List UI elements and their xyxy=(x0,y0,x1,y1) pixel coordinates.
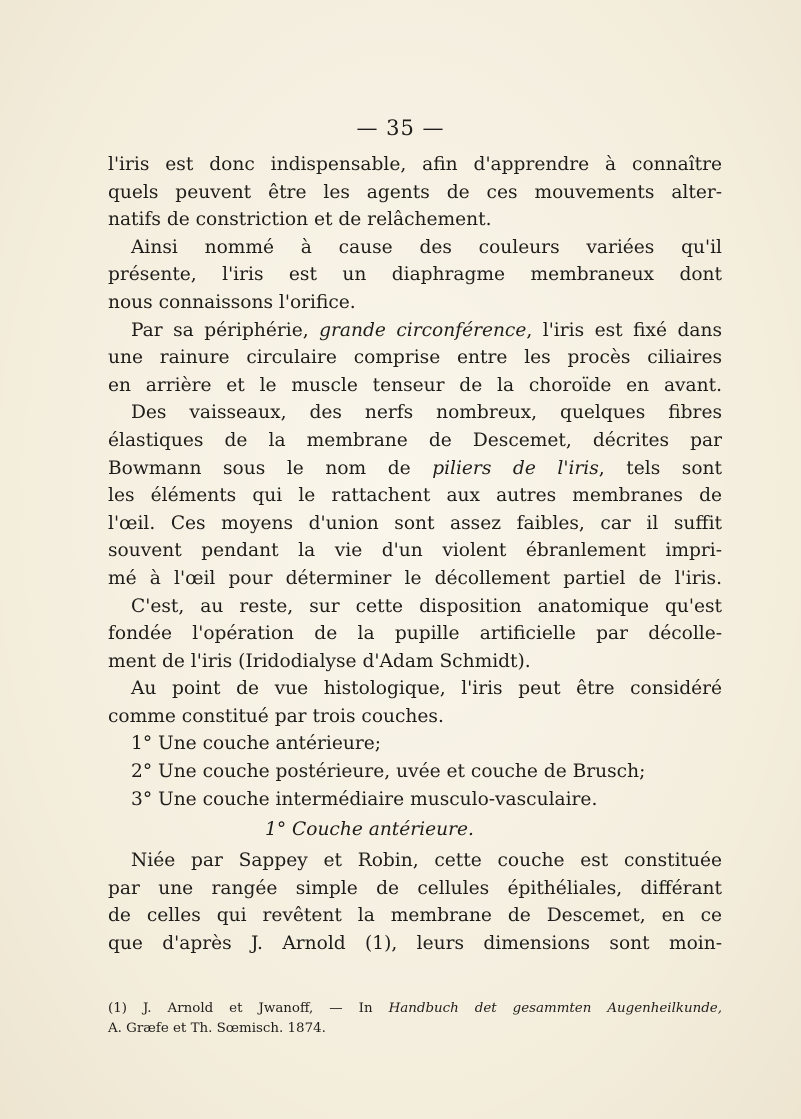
text-line: une rainure circulaire comprise entre les procès ciliaires xyxy=(108,347,722,369)
text-line: présente, l'iris est un diaphragme membraneux dont xyxy=(108,264,722,286)
footnote-title: Handbuch det gesammten Augenheilkunde, xyxy=(388,1001,722,1016)
italic-term: piliers de l'iris xyxy=(432,457,599,479)
text-line: les éléments qui le rattachent aux autres membranes de xyxy=(108,485,722,507)
text-line: l'œil. Ces moyens d'union sont assez faibles, car il suffit xyxy=(108,512,722,534)
text-line: Niée par Sappey et Robin, cette couche est constituée xyxy=(131,850,722,872)
text-line: mé à l'œil pour déterminer le décollement partiel de l'iris. xyxy=(108,567,722,589)
text-run: Par sa périphérie, xyxy=(131,319,320,341)
italic-term: grande circonférence xyxy=(319,319,527,341)
text-line: quels peuvent être les agents de ces mouvements alter- xyxy=(108,181,722,203)
list-item: 1° Une couche antérieure; xyxy=(131,733,381,755)
list-item: 2° Une couche postérieure, uvée et couche de Brusch; xyxy=(131,761,646,783)
text-line: nous connaissons l'orifice. xyxy=(108,291,356,313)
text-line: l'iris est donc indispensable, afin d'apprendre à connaître xyxy=(108,154,722,175)
text-line: Au point de vue histologique, l'iris peut être considéré xyxy=(131,678,722,700)
text-run: , l'iris est fixé dans xyxy=(526,319,722,341)
text-line: élastiques de la membrane de Descemet, décrites par xyxy=(108,429,722,451)
page-number: — 35 — xyxy=(356,116,445,140)
list-item: 3° Une couche intermédiaire musculo-vasculaire. xyxy=(131,788,598,810)
footnote-lead: (1) J. Arnold et Jwanoff, — In xyxy=(108,1001,389,1016)
text-line: en arrière et le muscle tenseur de la choroïde en avant. xyxy=(108,374,722,396)
text-line: Ainsi nommé à cause des couleurs variées qu'il xyxy=(131,236,722,258)
body-text xyxy=(108,151,722,958)
text-line xyxy=(108,455,722,483)
footnote xyxy=(108,999,722,1039)
text-line: natifs de constriction et de relâchement. xyxy=(108,209,492,231)
text-line: de celles qui revêtent la membrane de Descemet, en ce xyxy=(108,905,722,927)
text-line: souvent pendant la vie d'un violent ébranlement impri- xyxy=(108,540,722,562)
text-line: C'est, au reste, sur cette disposition anatomique qu'est xyxy=(131,595,722,617)
text-run: Bowmann sous le nom de xyxy=(108,457,433,479)
text-line xyxy=(108,317,722,345)
text-line: fondée l'opération de la pupille artificielle par décolle- xyxy=(108,623,722,645)
text-line: comme constitué par trois couches. xyxy=(108,705,444,727)
text-run: , tels sont xyxy=(598,457,722,479)
section-heading: 1° Couche antérieure. xyxy=(265,819,474,841)
text-line: Des vaisseaux, des nerfs nombreux, quelques fibres xyxy=(131,402,722,424)
text-line: que d'après J. Arnold (1), leurs dimensions sont moin- xyxy=(108,933,722,955)
footnote-line xyxy=(108,999,722,1019)
footnote-line: A. Græfe et Th. Sœmisch. 1874. xyxy=(108,1021,326,1036)
text-line: ment de l'iris (Iridodialyse d'Adam Schmidt). xyxy=(108,650,531,672)
text-line: par une rangée simple de cellules épithéliales, différant xyxy=(108,877,722,899)
